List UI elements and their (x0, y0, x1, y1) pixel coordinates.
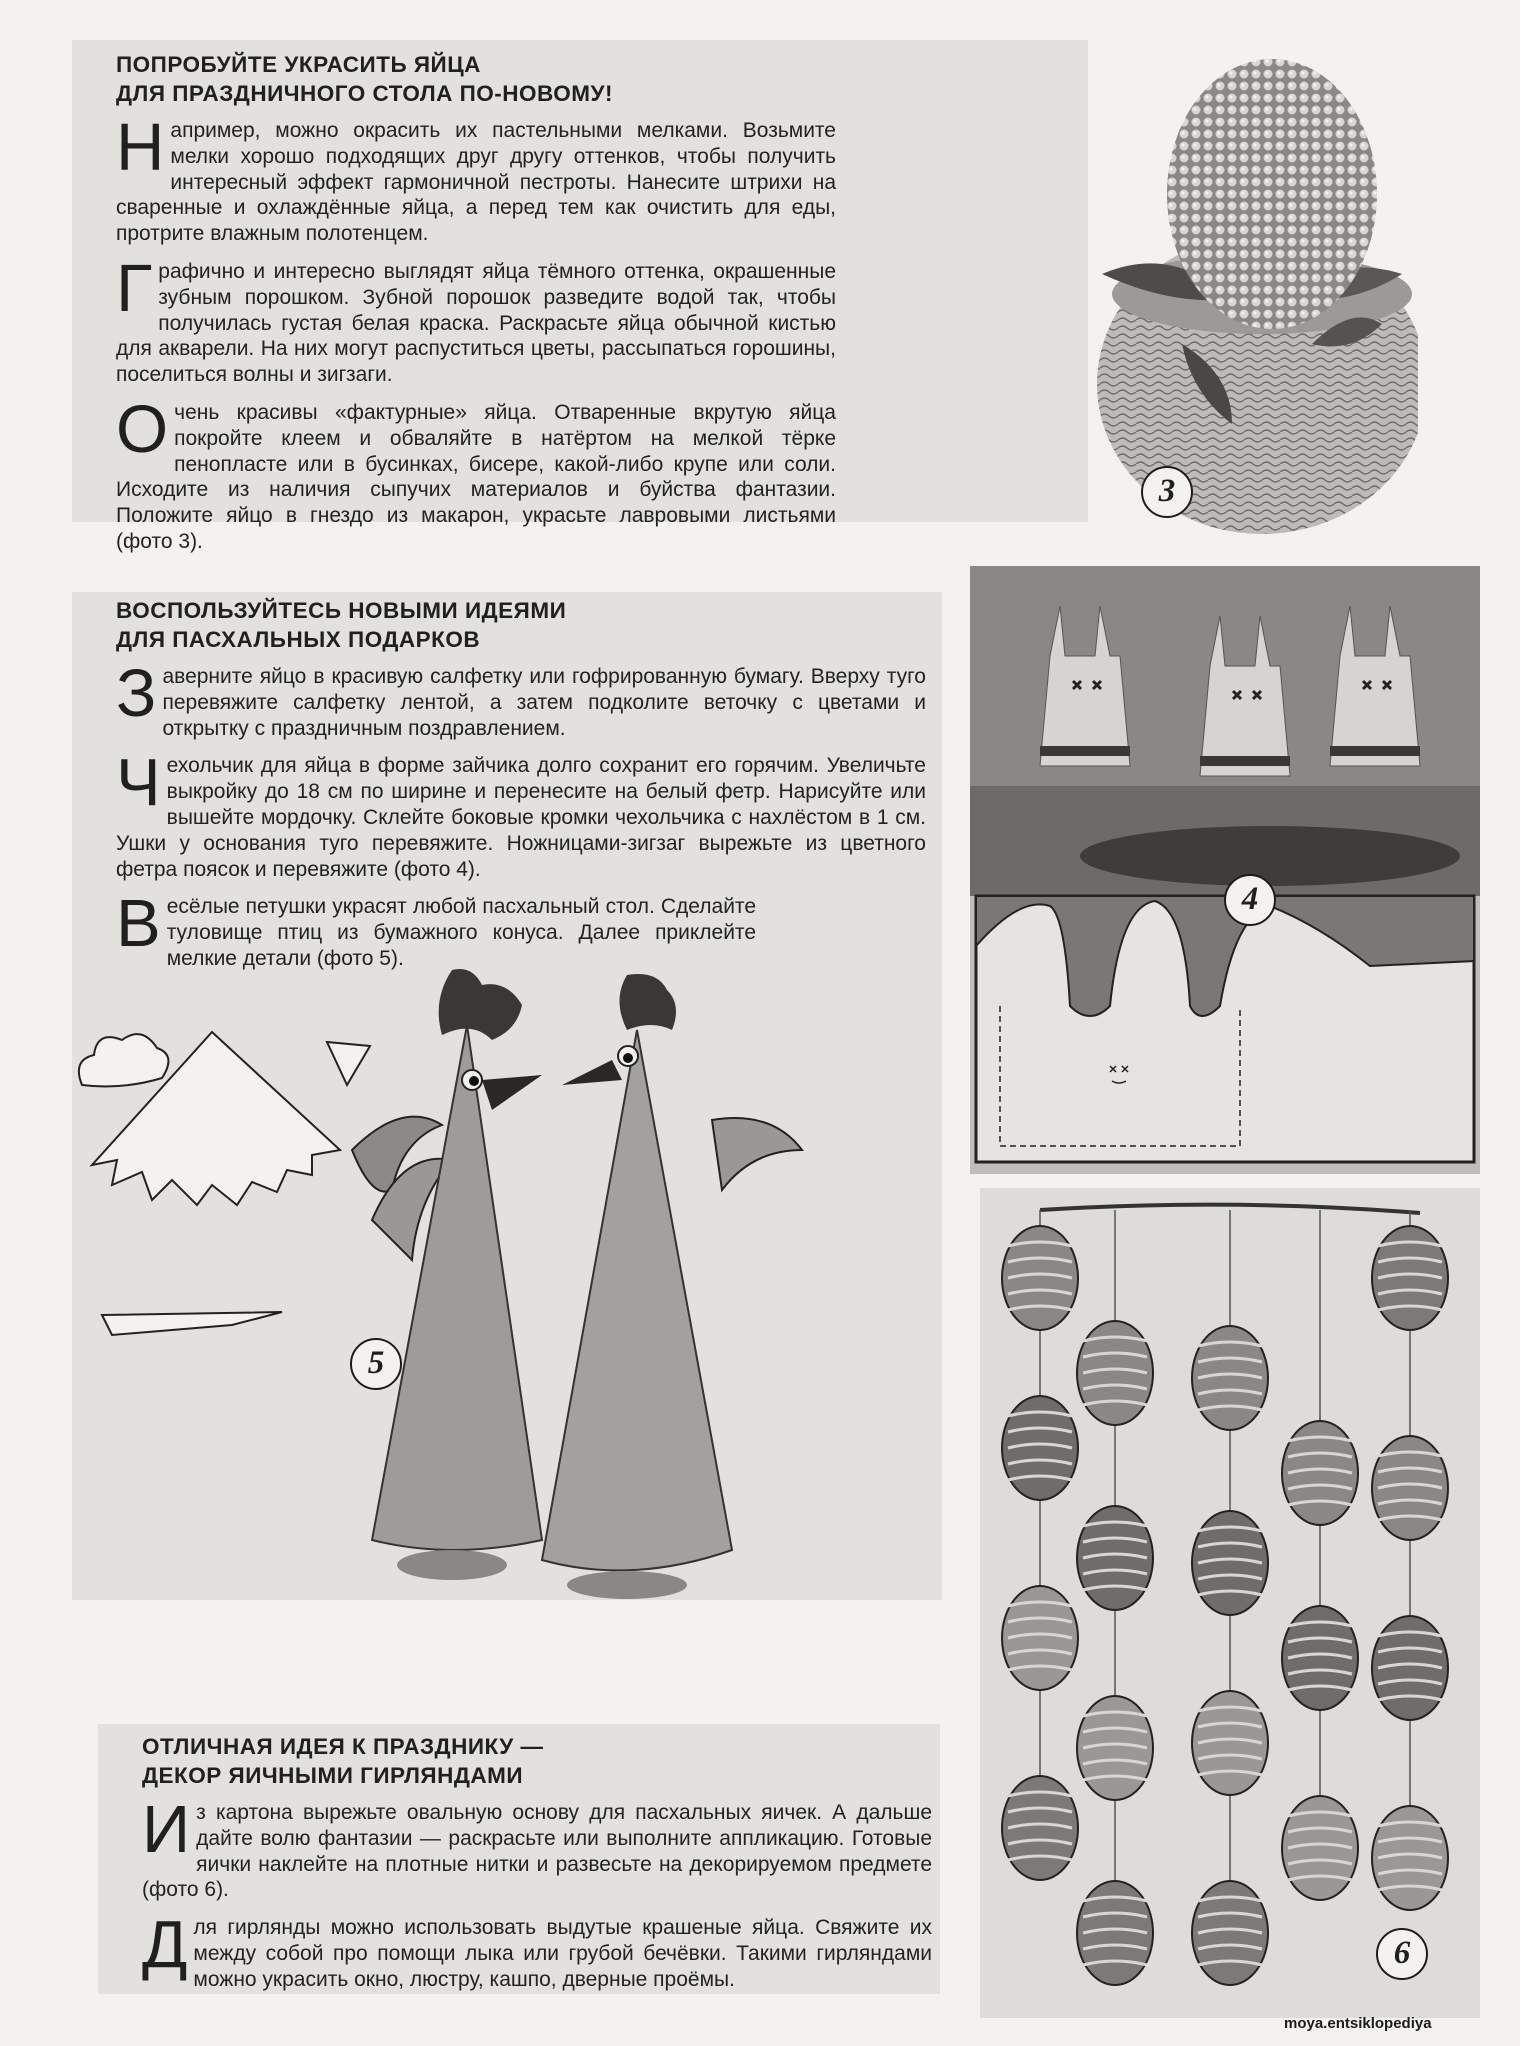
section-2-heading: ВОСПОЛЬЗУЙТЕСЬ НОВЫМИ ИДЕЯМИ ДЛЯ ПАСХАЛЬНЫХ ПОДАРКОВ (116, 598, 567, 652)
feather-template-icon (102, 1312, 282, 1335)
section-2-paragraph-1: Заверните яйцо в красивую салфетку или гофрированную бумагу. Вверху туго перевяжите салфетку лентой, а затем подколите веточку с цветами и открытку с праздничным поздравлением. (116, 656, 926, 740)
photo-6-egg-garland (980, 1188, 1480, 2018)
watermark: moya.entsiklopediya (1284, 2015, 1432, 2032)
section-1-paragraph-1: Например, можно окрасить их пастельными мелками. Возьмите мелки хорошо подходящих друг другу оттенков, чтобы получить интересный эффект гармоничной пестроты. Нанесите штрихи на сваренные и охлаждённые яйца, а перед тем как очистить для еды, протрите влажным полотенцем. (116, 110, 836, 246)
beak-template-icon (327, 1042, 370, 1085)
section-1-panel (72, 40, 1088, 553)
photo-4-bunny-egg-cozies (970, 566, 1480, 1174)
photo-3-textured-egg (1082, 44, 1418, 540)
photo-3-number-badge: 3 (1141, 466, 1193, 518)
section-3-panel (98, 1724, 940, 1994)
section-2-paragraph-2: Чехольчик для яйца в форме зайчика долго сохранит его горячим. Увеличьте выкройку до 18 см по ширине и перенесите на белый фетр. Нарисуйте или вышейте мордочку. Склейте боковые кромки чехольчика с нахлёстом в 1 см. Ушки у основания туго перевяжите. Ножницами-зигзаг вырежьте из цветного фетра поясок и перевяжите (фото 4). (116, 745, 926, 881)
section-1-text (116, 50, 836, 567)
section-3-paragraph-2: Для гирлянды можно использовать выдутые крашеные яйца. Свяжите их между собой про помощи лыка или грубой бечёвки. Такими гирляндами можно украсить окно, люстру, кашпо, дверные проёмы. (142, 1907, 932, 1991)
comb-template-icon (79, 1034, 169, 1086)
photo-5-paper-roosters (72, 960, 942, 1600)
section-2-text (116, 596, 926, 984)
photo-5-number-badge: 5 (350, 1338, 402, 1390)
section-2-paragraph-3: Весёлые петушки украсят любой пасхальный стол. Сделайте туловище птиц из бумажного конуса. Далее приклейте мелкие детали (фото 5). (116, 886, 756, 970)
section-1-paragraph-3: Очень красивы «фактурные» яйца. Отваренные вкрутую яйца покройте клеем и обваляйте в натёртом на мелкой тёрке пенопласте или в бусинках, бисере, какой-либо крупе или соли. Исходите из наличия сыпучих материалов и буйства фантазии. Положите яйцо в гнездо из макарон, украсьте лавровыми листьями (фото 3). (116, 391, 836, 553)
photo-4-number-badge: 4 (1224, 874, 1276, 926)
section-1-paragraph-2: Графично и интересно выглядят яйца тёмного оттенка, окрашенные зубным порошком. Зубной порошок разведите водой так, чтобы получилась густая белая краска. Раскрасьте яйца обычной кистью для акварели. На них могут распуститься цветы, рассыпаться горошины, поселиться волны и зигзаги. (116, 250, 836, 387)
section-1-heading: ПОПРОБУЙТЕ УКРАСИТЬ ЯЙЦА ДЛЯ ПРАЗДНИЧНОГО СТОЛА ПО-НОВОМУ! (116, 52, 613, 106)
section-3-text (142, 1732, 932, 2005)
section-3-paragraph-1: Из картона вырежьте овальную основу для пасхальных яичек. А дальше дайте волю фантазии — раскрасьте или выполните аппликацию. Готовые яички наклейте на плотные нитки и развесьте на декорируемом предмете (фото 6). (142, 1792, 932, 1902)
photo-6-number-badge: 6 (1376, 1928, 1428, 1980)
section-3-heading: ОТЛИЧНАЯ ИДЕЯ К ПРАЗДНИКУ — ДЕКОР ЯИЧНЫМИ ГИРЛЯНДАМИ (142, 1734, 544, 1788)
